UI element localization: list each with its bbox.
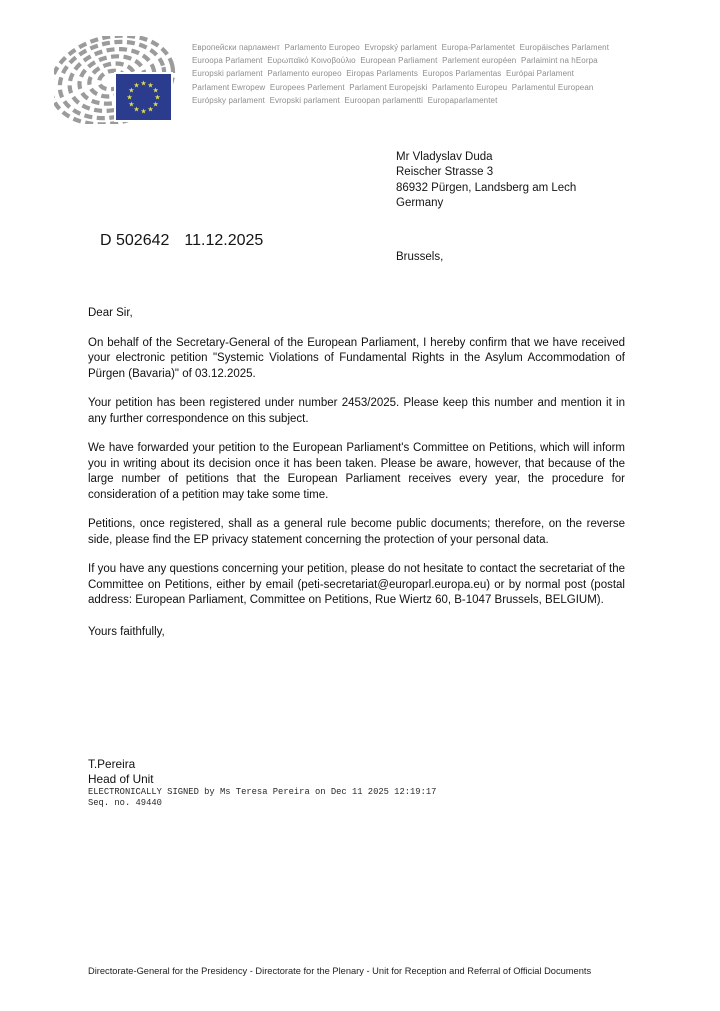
svg-text:★: ★	[152, 100, 159, 109]
signatory-name: T.Pereira	[88, 757, 136, 771]
paragraph-contact: If you have any questions concerning your petition, please do not hesitate to contact the secretariat of the Committee on Petitions, either by email (peti-secretariat@europarl.europa.eu) or by normal post (postal address: European Parliament, Committee on Petitions, Rue Wiertz 60, B-1047 Brussels, BELGIUM).	[88, 563, 625, 606]
paragraph-forwarding: We have forwarded your petition to the European Parliament's Committee on Petitions, which will inform you in writing about its decision once it has been taken. Please be aware, however, that because of the large number of petitions that the European Parliament receives every year, the procedure for consideration of a petition may take some time.	[88, 442, 625, 501]
european-parliament-logo	[54, 36, 186, 124]
letter-body	[88, 306, 625, 654]
reference-line	[100, 232, 263, 250]
letterhead-line: Европейски парламент Parlamento Europeo Evropský parlament Europa-Parlamentet Europäisches Parlament	[192, 43, 610, 52]
svg-text:★: ★	[147, 81, 154, 90]
svg-text:★: ★	[154, 93, 161, 102]
recipient-address	[396, 150, 576, 212]
svg-text:★: ★	[147, 105, 154, 114]
letterhead-line: Parlament Ewropew Europees Parlement Parlament Europejski Parlamento Europeu Parlamentul European	[192, 82, 594, 92]
reference-number: D 502642	[100, 232, 170, 249]
signatory-title: Head of Unit	[88, 772, 154, 787]
svg-text:★: ★	[140, 79, 147, 88]
reference-date: 11.12.2025	[184, 232, 264, 249]
multilingual-letterhead	[192, 41, 697, 107]
paragraph-privacy: Petitions, once registered, shall as a general rule become public documents; therefore, on the reverse side, please find the EP privacy statement concerning the protection of your personal data.	[88, 518, 625, 546]
svg-text:★: ★	[133, 105, 140, 114]
recipient-country: Germany	[396, 197, 444, 210]
recipient-street: Reischer Strasse 3	[396, 166, 494, 179]
signature-block	[88, 757, 436, 808]
svg-text:★: ★	[128, 100, 135, 109]
recipient-city: 86932 Pürgen, Landsberg am Lech	[396, 181, 577, 194]
svg-text:★: ★	[128, 86, 135, 95]
letterhead-line: Euroopa Parlament Ευρωπαϊκό Κοινοβούλιο European Parliament Parlement européen Parlaimint na hEorpa	[192, 56, 598, 66]
paragraph-confirmation: On behalf of the Secretary-General of the European Parliament, I hereby confirm that we have received your electronic petition "Systemic Violations of Fundamental Rights in the Asylum Accommodation of Pürgen (Bavaria)" of 03.12.2025.	[88, 336, 625, 380]
svg-text:★: ★	[140, 107, 147, 116]
closing-phrase: Yours faithfully,	[88, 625, 165, 638]
salutation: Dear Sir,	[88, 307, 133, 319]
letterhead-line: Europski parlament Parlamento europeo Eiropas Parlaments Europos Parlamentas Európai Parlament	[192, 69, 574, 79]
letterhead-line: Európsky parlament Evropski parlament Euroopan parlamentti Europaparlamentet	[192, 95, 498, 105]
svg-text:★: ★	[152, 86, 159, 95]
dateline-city: Brussels,	[396, 251, 444, 263]
paragraph-registration: Your petition has been registered under number 2453/2025. Please keep this number and mention it in any further correspondence on this subject.	[88, 397, 625, 425]
eu-flag-icon	[114, 72, 173, 122]
footer-unit-text: Directorate-General for the Presidency - Directorate for the Plenary - Unit for Reception and Referral of Official Documents	[88, 966, 592, 976]
svg-text:★: ★	[133, 81, 140, 90]
sequence-number-line: Seq. no. 49440	[88, 797, 162, 808]
electronic-signature-line: ELECTRONICALLY SIGNED by Ms Teresa Pereira on Dec 11 2025 12:19:17	[88, 787, 437, 798]
recipient-name: Mr Vladyslav Duda	[396, 151, 493, 163]
svg-text:★: ★	[126, 93, 133, 102]
